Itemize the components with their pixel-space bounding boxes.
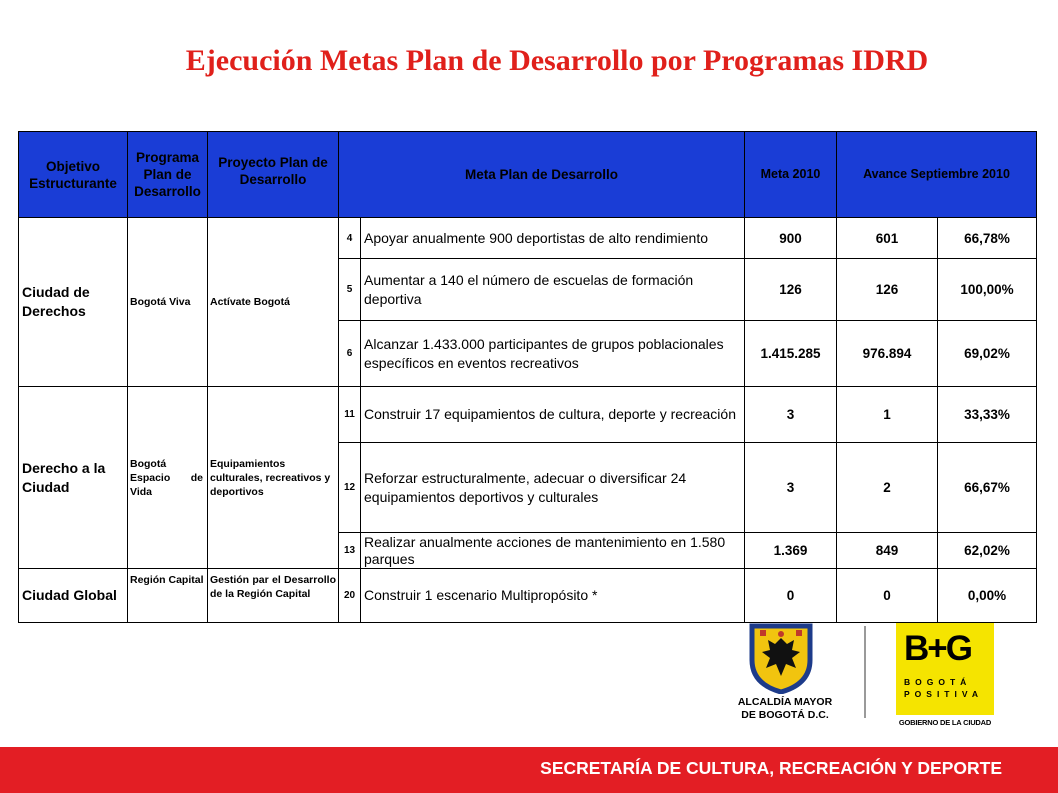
header-programa: Programa Plan de Desarrollo xyxy=(128,132,208,218)
avance-percent: 100,00% xyxy=(938,259,1037,321)
meta-2010-value: 3 xyxy=(745,387,837,443)
proyecto-cell: Actívate Bogotá xyxy=(208,218,339,387)
header-meta-plan: Meta Plan de Desarrollo xyxy=(339,132,745,218)
goals-table xyxy=(18,131,1037,623)
meta-number: 4 xyxy=(339,218,361,259)
meta-text: Aumentar a 140 el número de escuelas de formación deportiva xyxy=(361,259,745,321)
avance-value: 2 xyxy=(837,443,938,533)
meta-text: Reforzar estructuralmente, adecuar o diversificar 24 equipamientos deportivos y culturales xyxy=(361,443,745,533)
header-meta-2010: Meta 2010 xyxy=(745,132,837,218)
table-row xyxy=(19,387,1037,443)
bog-wordmark: B+G xyxy=(904,629,971,668)
objetivo-cell: Ciudad Global xyxy=(19,569,128,623)
footer-text: SECRETARÍA DE CULTURA, RECREACIÓN Y DEPORTE xyxy=(540,758,1002,778)
avance-percent: 66,67% xyxy=(938,443,1037,533)
meta-2010-value: 1.415.285 xyxy=(745,321,837,387)
meta-number: 11 xyxy=(339,387,361,443)
meta-number: 6 xyxy=(339,321,361,387)
programa-cell: Bogotá Espacio de Vida xyxy=(128,387,208,569)
objetivo-cell: Derecho a la Ciudad xyxy=(19,387,128,569)
avance-percent: 62,02% xyxy=(938,533,1037,569)
avance-percent: 33,33% xyxy=(938,387,1037,443)
meta-number: 13 xyxy=(339,533,361,569)
meta-number: 20 xyxy=(339,569,361,623)
meta-text: Alcanzar 1.433.000 participantes de grupos poblacionales específicos en eventos recreativos xyxy=(361,321,745,387)
meta-text: Construir 17 equipamientos de cultura, deporte y recreación xyxy=(361,387,745,443)
header-avance: Avance Septiembre 2010 xyxy=(837,132,1037,218)
table-row xyxy=(19,569,1037,623)
meta-text: Construir 1 escenario Multipropósito * xyxy=(361,569,745,623)
meta-number: 12 xyxy=(339,443,361,533)
alcaldia-logo-text xyxy=(720,696,850,722)
alcaldia-line-2: DE BOGOTÁ D.C. xyxy=(741,709,829,721)
programa-cell: Bogotá Viva xyxy=(128,218,208,387)
programa-cell: Región Capital xyxy=(128,569,208,623)
header-proyecto: Proyecto Plan de Desarrollo xyxy=(208,132,339,218)
avance-value: 126 xyxy=(837,259,938,321)
bog-subtitle-2: POSITIVA xyxy=(904,689,984,699)
logo-divider xyxy=(864,626,866,718)
proyecto-cell: Gestión par el Desarrollo de la Región Capital xyxy=(208,569,339,623)
meta-text: Realizar anualmente acciones de mantenimiento en 1.580 parques xyxy=(361,533,745,569)
objetivo-cell: Ciudad de Derechos xyxy=(19,218,128,387)
avance-percent: 69,02% xyxy=(938,321,1037,387)
header-objetivo: Objetivo Estructurante xyxy=(19,132,128,218)
avance-value: 849 xyxy=(837,533,938,569)
table-row xyxy=(19,218,1037,259)
logos-area xyxy=(720,622,1010,726)
meta-2010-value: 900 xyxy=(745,218,837,259)
bog-subtitle-1: BOGOTÁ xyxy=(904,677,972,687)
avance-value: 601 xyxy=(837,218,938,259)
avance-percent: 0,00% xyxy=(938,569,1037,623)
avance-value: 1 xyxy=(837,387,938,443)
meta-2010-value: 126 xyxy=(745,259,837,321)
avance-percent: 66,78% xyxy=(938,218,1037,259)
meta-number: 5 xyxy=(339,259,361,321)
alcaldia-line-1: ALCALDÍA MAYOR xyxy=(737,696,833,708)
header-row xyxy=(19,132,1037,218)
meta-text: Apoyar anualmente 900 deportistas de alto rendimiento xyxy=(361,218,745,259)
avance-value: 0 xyxy=(837,569,938,623)
bogota-shield-icon xyxy=(744,622,818,694)
proyecto-cell: Equipamientos culturales, recreativos y deportivos xyxy=(208,387,339,569)
meta-2010-value: 1.369 xyxy=(745,533,837,569)
avance-value: 976.894 xyxy=(837,321,938,387)
meta-2010-value: 0 xyxy=(745,569,837,623)
footer-bar xyxy=(0,747,1058,793)
bog-logo xyxy=(896,623,994,715)
page-title: Ejecución Metas Plan de Desarrollo por Programas IDRD xyxy=(185,44,929,77)
meta-2010-value: 3 xyxy=(745,443,837,533)
gobierno-text: GOBIERNO DE LA CIUDAD xyxy=(898,718,992,727)
